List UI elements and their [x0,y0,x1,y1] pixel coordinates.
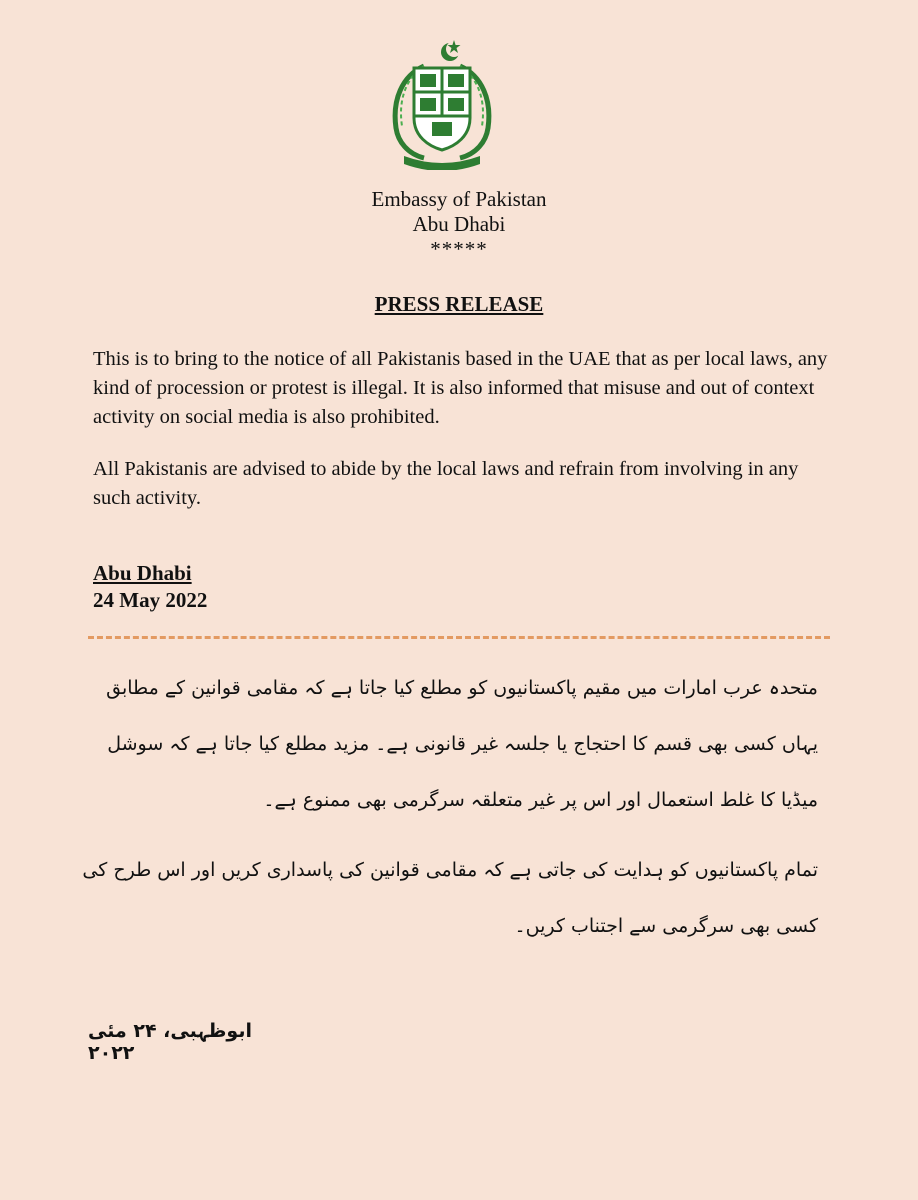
embassy-name: Embassy of Pakistan [371,187,547,211]
press-release-title: PRESS RELEASE [374,292,544,316]
english-paragraph-1: This is to bring to the notice of all Pakistanis based in the UAE that as per local laws, any kind of procession or protest is illegal. It is also informed that misuse and out of context activity on social media is also prohibited. [93,348,828,428]
signature-date: 24 May 2022 [93,588,208,612]
pakistan-state-emblem-icon [384,38,500,170]
urdu-paragraph-2: تمام پاکستانیوں کو ہدایت کی جاتی ہے کہ مقامی قوانین کی پاسداری کریں اور اس طرح کی کسی بھی سرگرمی سے اجتناب کریں۔ [82,859,818,937]
urdu-paragraph-1: متحدہ عرب امارات میں مقیم پاکستانیوں کو مطلع کیا جاتا ہے کہ مقامی قوانین کے مطابق یہاں کسی بھی قسم کا احتجاج یا جلسہ غیر قانونی ہے۔ مزید مطلع کیا جاتا ہے کہ سوشل میڈیا کا غلط استعمال اور اس پر غیر متعلقہ سرگرمی بھی ممنوع ہے۔ [106,677,818,811]
english-paragraph-2: All Pakistanis are advised to abide by the local laws and refrain from involving in any such activity. [93,458,799,509]
section-divider [88,636,830,639]
signature-place: Abu Dhabi [93,561,192,585]
header-separator: ***** [430,237,488,261]
urdu-date: ابوظہبی، ۲۴ مئی ۲۰۲۲ [88,1020,252,1064]
embassy-city: Abu Dhabi [412,212,506,236]
